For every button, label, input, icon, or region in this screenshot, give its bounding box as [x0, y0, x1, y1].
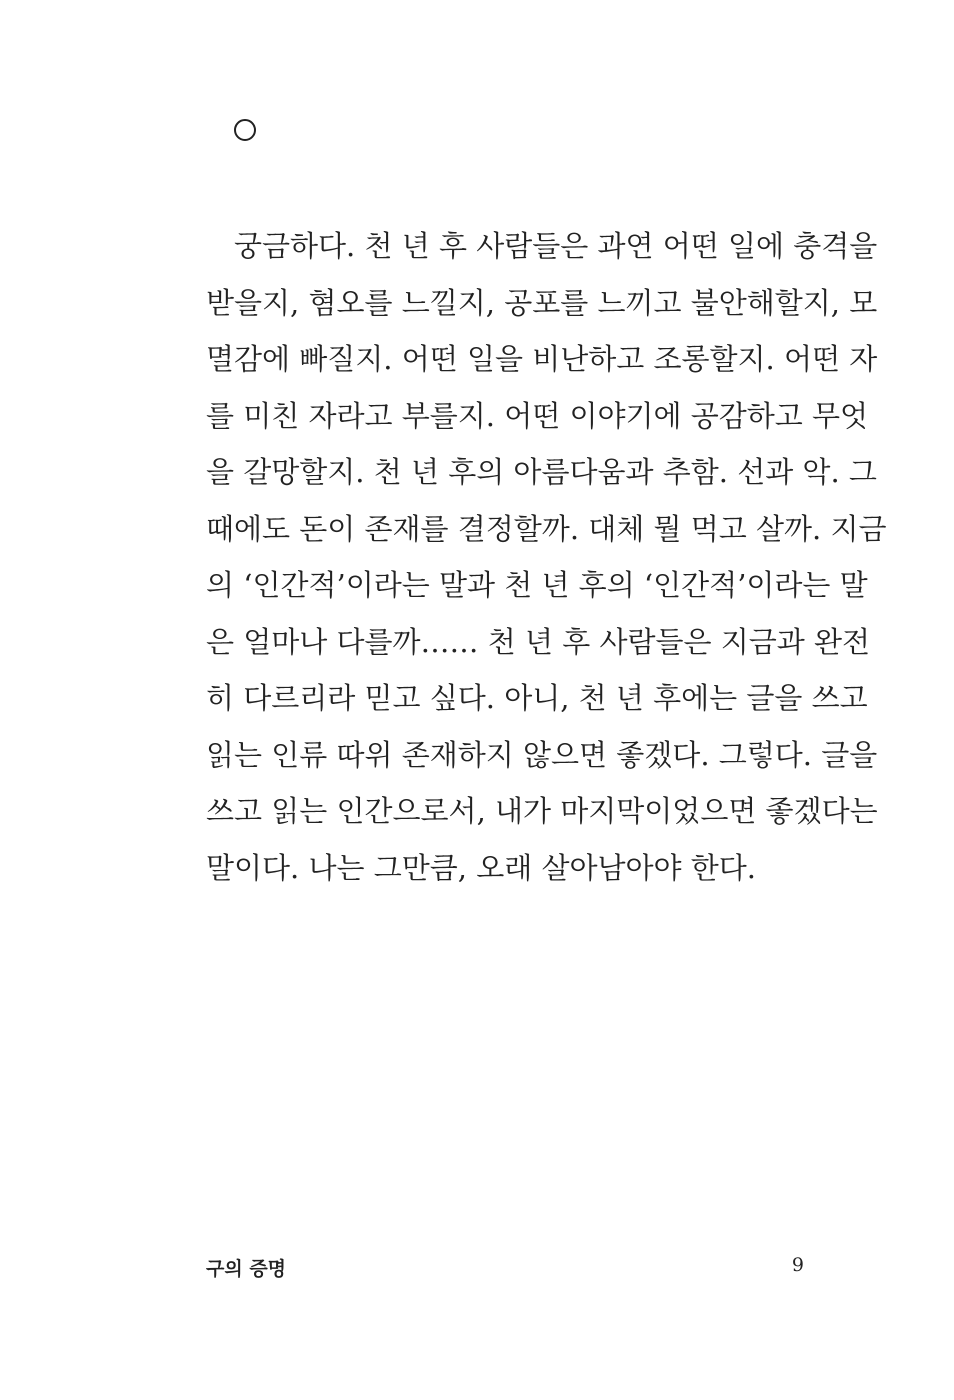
running-footer-title: 구의 증명 — [206, 1258, 287, 1280]
body-line: 은 얼마나 다를까…… 천 년 후 사람들은 지금과 완전 — [206, 624, 871, 659]
body-line: 의 ‘인간적’이라는 말과 천 년 후의 ‘인간적’이라는 말 — [206, 568, 868, 602]
body-line: 읽는 인류 따위 존재하지 않으면 좋겠다. 그렇다. 글을 — [206, 737, 878, 772]
body-line: 궁금하다. 천 년 후 사람들은 과연 어떤 일에 충격을 — [234, 229, 878, 263]
body-line: 때에도 돈이 존재를 결정할까. 대체 뭘 먹고 살까. 지금 — [206, 511, 887, 546]
page-number: 9 — [791, 1254, 804, 1276]
body-line: 쓰고 읽는 인간으로서, 내가 마지막이었으면 좋겠다는 — [206, 794, 878, 828]
body-line: 을 갈망할지. 천 년 후의 아름다움과 추함. 선과 악. 그 — [206, 455, 877, 489]
body-line: 받을지, 혐오를 느낄지, 공포를 느끼고 불안해할지, 모 — [206, 285, 878, 320]
body-line: 를 미친 자라고 부를지. 어떤 이야기에 공감하고 무엇 — [206, 398, 869, 433]
body-paragraph — [206, 218, 887, 896]
body-line: 히 다르리라 믿고 싶다. 아니, 천 년 후에는 글을 쓰고 — [206, 681, 868, 715]
body-line: 멸감에 빠질지. 어떤 일을 비난하고 조롱할지. 어떤 자 — [206, 342, 878, 376]
body-line: 말이다. 나는 그만큼, 오래 살아남아야 한다. — [206, 850, 756, 885]
section-circle-icon — [234, 119, 256, 141]
